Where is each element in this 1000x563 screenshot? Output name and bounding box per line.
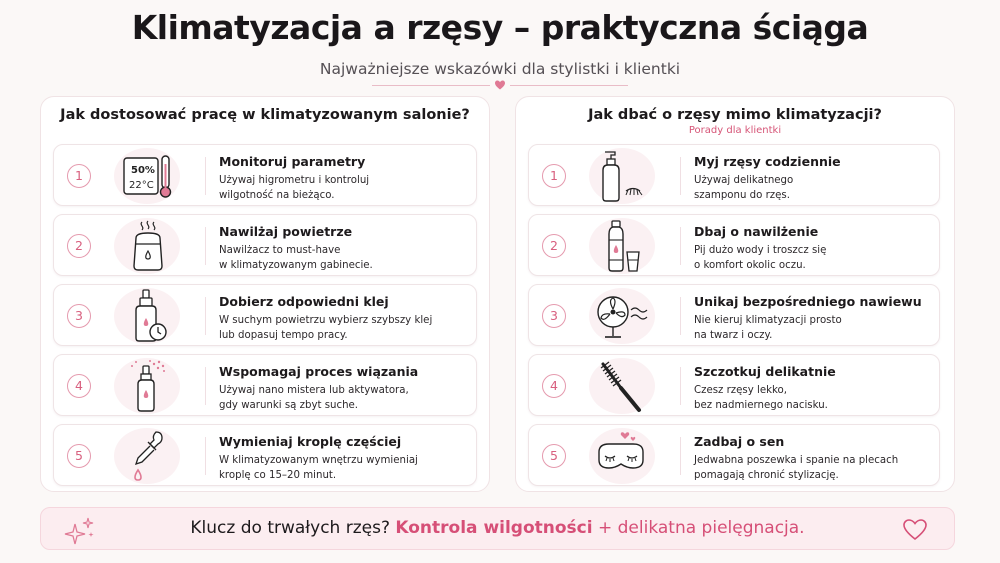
item-text: Używaj delikatnego szamponu do rzęs. xyxy=(694,175,794,201)
takeaway-text xyxy=(41,518,954,538)
salon-tips-panel xyxy=(40,96,490,492)
step-number: 3 xyxy=(542,304,566,328)
list-item xyxy=(528,284,940,346)
item-title: Dobierz odpowiedni klej xyxy=(219,294,389,309)
step-number: 4 xyxy=(67,374,91,398)
item-text: Nie kieruj klimatyzacji prosto na twarz i oczy. xyxy=(694,315,842,341)
hygrometer-humidity: 50% xyxy=(131,165,155,176)
nano-mister-icon xyxy=(116,356,176,416)
panel-subtitle: Porady dla klientki xyxy=(688,125,782,136)
humidifier-icon xyxy=(116,216,176,276)
list-item xyxy=(53,214,477,276)
foam-cleanser-icon xyxy=(591,146,651,206)
client-tips-panel xyxy=(515,96,955,492)
list-item xyxy=(528,144,940,206)
panel-title: Jak dbać o rzęsy mimo klimatyzacji? xyxy=(588,107,882,123)
sleep-mask-icon xyxy=(591,426,651,486)
list-item xyxy=(53,354,477,416)
item-title: Nawilżaj powietrze xyxy=(219,224,353,239)
item-title: Monitoruj parametry xyxy=(219,154,366,169)
item-text: W suchym powietrzu wybierz szybszy klej lub dopasuj tempo pracy. xyxy=(219,315,433,341)
panel-title: Jak dostosować pracę w klimatyzowanym salonie? xyxy=(60,107,470,123)
heart-outline-icon xyxy=(902,518,928,542)
takeaway-rest: delikatna pielęgnacja. xyxy=(617,518,805,538)
glue-bottle-clock-icon xyxy=(116,286,176,346)
step-number: 3 xyxy=(67,304,91,328)
item-title: Wspomagaj proces wiązania xyxy=(219,364,419,379)
item-title: Unikaj bezpośredniego nawiewu xyxy=(694,294,922,309)
hygrometer-temp: 22°C xyxy=(129,180,154,191)
pipette-drop-icon xyxy=(116,426,176,486)
item-text: W klimatyzowanym wnętrzu wymieniaj kroplę co 15–20 minut. xyxy=(219,455,418,481)
item-text: Używaj higrometru i kontroluj wilgotność na bieżąco. xyxy=(219,175,370,201)
item-text: Nawilżacz to must-have w klimatyzowanym gabinecie. xyxy=(219,245,373,271)
step-number: 5 xyxy=(67,444,91,468)
item-text: Używaj nano mistera lub aktywatora, gdy warunki są zbyt suche. xyxy=(219,385,409,411)
water-bottle-glass-icon xyxy=(591,216,651,276)
item-text: Jedwabna poszewka i spanie na plecach pomagają chronić stylizację. xyxy=(694,455,899,481)
takeaway-lead: Klucz do trwałych rzęs? xyxy=(190,518,390,538)
hygrometer-icon xyxy=(116,146,176,206)
page-title: Klimatyzacja a rzęsy – praktyczna ściąga xyxy=(131,8,869,47)
step-number: 4 xyxy=(542,374,566,398)
item-title: Dbaj o nawilżenie xyxy=(694,224,819,239)
item-text: Czesz rzęsy lekko, bez nadmiernego nacisku. xyxy=(694,385,828,411)
spoolie-brush-icon xyxy=(591,356,651,416)
item-title: Zadbaj o sen xyxy=(694,434,785,449)
heart-icon xyxy=(494,79,506,91)
step-number: 1 xyxy=(67,164,91,188)
page-subtitle: Najważniejsze wskazówki dla stylistki i klientki xyxy=(319,60,681,78)
list-item xyxy=(53,284,477,346)
fan-airflow-icon xyxy=(591,286,651,346)
list-item xyxy=(53,424,477,486)
item-title: Szczotkuj delikatnie xyxy=(694,364,836,379)
list-item xyxy=(528,424,940,486)
item-text: Pij dużo wody i troszcz się o komfort okolic oczu. xyxy=(694,245,827,271)
list-item xyxy=(528,214,940,276)
list-item xyxy=(528,354,940,416)
item-title: Myj rzęsy codziennie xyxy=(694,154,841,169)
step-number: 5 xyxy=(542,444,566,468)
key-takeaway-banner xyxy=(40,507,955,550)
list-item xyxy=(53,144,477,206)
title-divider xyxy=(360,79,640,93)
item-title: Wymieniaj kroplę częściej xyxy=(219,434,402,449)
step-number: 1 xyxy=(542,164,566,188)
takeaway-highlight: Kontrola wilgotności xyxy=(395,518,593,538)
step-number: 2 xyxy=(67,234,91,258)
step-number: 2 xyxy=(542,234,566,258)
takeaway-plus: + xyxy=(597,518,613,538)
